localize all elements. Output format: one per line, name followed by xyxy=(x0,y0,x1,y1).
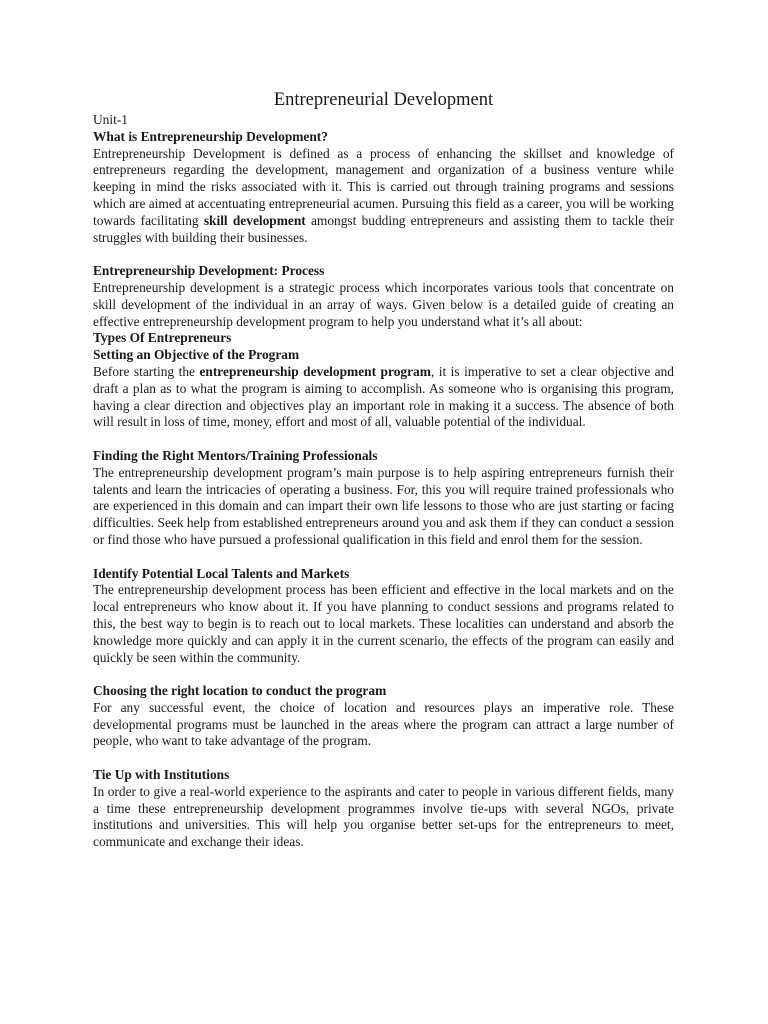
document-page xyxy=(93,88,674,851)
paragraph-text: amongst budding entrepreneurs and assisting them to tackle their struggles with building their businesses. xyxy=(93,212,674,245)
section-heading: Identify Potential Local Talents and Markets xyxy=(93,565,350,581)
spacer xyxy=(93,666,674,683)
spacer xyxy=(93,431,674,448)
section-paragraph: The entrepreneurship development program’s main purpose is to help aspiring entrepreneurs furnish their talents and learn the intricacies of operating a business. For, this you will require trained professionals who are experienced in this domain and can impart their own life lessons to those who are just starting or facing difficulties. Seek help from established entrepreneurs around you and ask them if they can conduct a session or find those who have pursued a professional qualification in this field and enrol them for the session. xyxy=(93,464,674,547)
unit-label: Unit-1 xyxy=(93,112,128,127)
section-heading: What is Entrepreneurship Development? xyxy=(93,128,328,144)
bold-term: entrepreneurship development program xyxy=(199,363,431,379)
section-paragraph: In order to give a real-world experience to the aspirants and cater to people in various different fields, many a time these entrepreneurship development programmes involve tie-ups with several NGOs, private institutions and universities. This will help you organise better set-ups for the entrepreneurs to meet, communicate and exchange their ideas. xyxy=(93,783,674,850)
bold-term: skill development xyxy=(203,212,306,228)
section-paragraph: For any successful event, the choice of location and resources plays an imperative role. These developmental programs must be launched in the areas where the program can attract a large number of people, who want to take advantage of the program. xyxy=(93,699,674,749)
section-heading: Choosing the right location to conduct the program xyxy=(93,683,387,699)
section-heading: Finding the Right Mentors/Training Professionals xyxy=(93,447,378,463)
paragraph-text: , it is imperative to set a clear objective and draft a plan as to what the program is aiming to accomplish. As someone who is organising this program, having a clear direction and objectives play an important role in making it a success. The absence of both will result in loss of time, money, effort and most of all, valuable potential of the individual. xyxy=(93,363,674,430)
spacer xyxy=(93,246,674,263)
document-title: Entrepreneurial Development xyxy=(273,90,494,110)
spacer xyxy=(93,549,674,566)
section-heading: Tie Up with Institutions xyxy=(93,767,230,783)
paragraph-text: Entrepreneurship Development is defined as a process of enhancing the skillset and knowledge of entrepreneurs regarding the development, management and organization of a business venture while keeping in mind the risks associated with it. This is carried out through training programs and sessions which are aimed at accentuating entrepreneurial acumen. Pursuing this field as a career, you will be working towards facilitating xyxy=(93,145,674,228)
section-paragraph: Entrepreneurship development is a strategic process which incorporates various tools that concentrate on skill development of the individual in an array of ways. Given below is a detailed guide of creating an effective entrepreneurship development program to help you understand what it’s all about: xyxy=(93,279,674,329)
spacer xyxy=(93,750,674,767)
section-heading: Entrepreneurship Development: Process xyxy=(93,263,325,279)
section-heading: Types Of Entrepreneurs xyxy=(93,330,232,346)
paragraph-text: Before starting the xyxy=(93,363,200,379)
section-subheading: Setting an Objective of the Program xyxy=(93,347,300,363)
section-paragraph xyxy=(93,364,674,431)
section-paragraph: The entrepreneurship development process has been efficient and effective in the local markets and on the local entrepreneurs who know about it. If you have planning to conduct sessions and programs related to this, the best way to begin is to reach out to local markets. These localities can understand and absorb the knowledge more quickly and can apply it in the current scenario, the effects of the program can easily and quickly be seen within the community. xyxy=(93,582,674,665)
section-paragraph xyxy=(93,146,674,247)
